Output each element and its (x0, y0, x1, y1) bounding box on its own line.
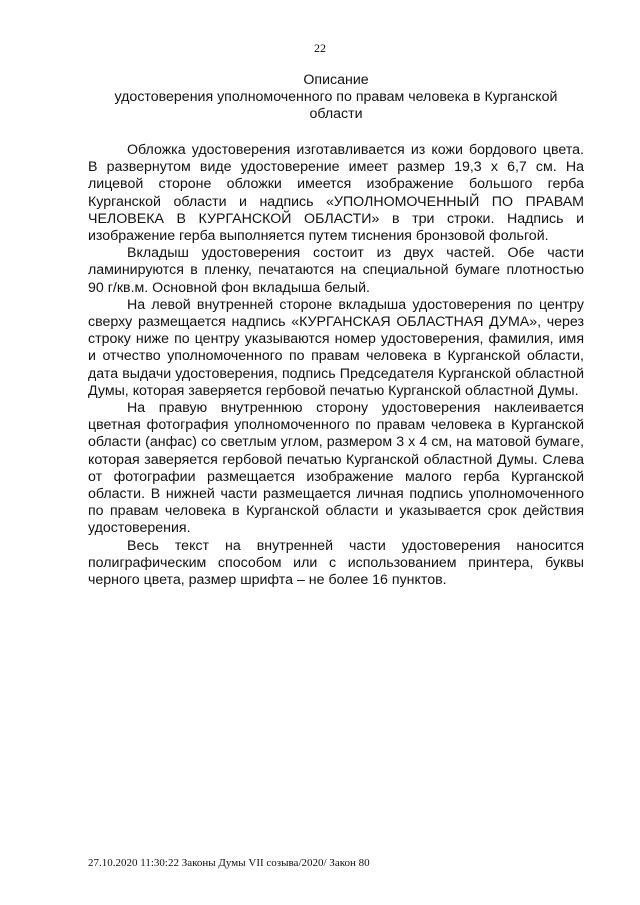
document-title (88, 72, 584, 123)
paragraph-insert: Вкладыш удостоверения состоит из двух частей. Обе части ламинируются в пленку, печатаются на специальной бумаге плотностью 90 г/кв.м. Основной фон вкладыша белый. (88, 245, 584, 296)
paragraph-left-side: На левой внутренней стороне вкладыша удостоверения по центру сверху размещается надпись «КУРГАНСКАЯ ОБЛАСТНАЯ ДУМА», через строку ниже по центру указываются номер удостоверения, фамилия, имя и отчество уполномоченного по правам человека в Курганской области, дата выдачи удостоверения, подпись Председателя Курганской областной Думы, которая заверяется гербовой печатью Курганской областной Думы. (88, 296, 584, 399)
paragraph-printing: Весь текст на внутренней части удостоверения наносится полиграфическим способом или с использованием принтера, буквы черного цвета, размер шрифта – не более 16 пунктов. (88, 537, 584, 589)
page-number: 22 (314, 41, 326, 55)
title-line-1: Описание (303, 72, 369, 88)
paragraph-cover: Обложка удостоверения изготавливается из кожи бордового цвета. В развернутом виде удостоверение имеет размер 19,3 х 6,7 см. На лицевой стороне обложки имеется изображение большого герба Курганской области и надпись «УПОЛНОМОЧЕННЫЙ ПО ПРАВАМ ЧЕЛОВЕКА В КУРГАНСКОЙ ОБЛАСТИ» в три строки. Надпись и изображение герба выполняется путем тиснения бронзовой фольгой. (88, 142, 584, 245)
title-line-2: удостоверения уполномоченного по правам человека в Курганской (114, 89, 558, 105)
footer-stamp: 27.10.2020 11:30:22 Законы Думы VII созыва/2020/ Закон 80 (88, 857, 370, 869)
document-body (88, 142, 584, 589)
paragraph-right-side: На правую внутреннюю сторону удостоверения наклеивается цветная фотография уполномоченного по правам человека в Курганской области (анфас) со светлым углом, размером 3 х 4 см, на матовой бумаге, которая заверяется гербовой печатью Курганской областной Думы. Слева от фотографии размещается изображение малого герба Курганской области. В нижней части размещается личная подпись уполномоченного по правам человека в Курганской области и указывается срок действия удостоверения. (88, 400, 584, 537)
title-line-3: области (309, 106, 363, 122)
